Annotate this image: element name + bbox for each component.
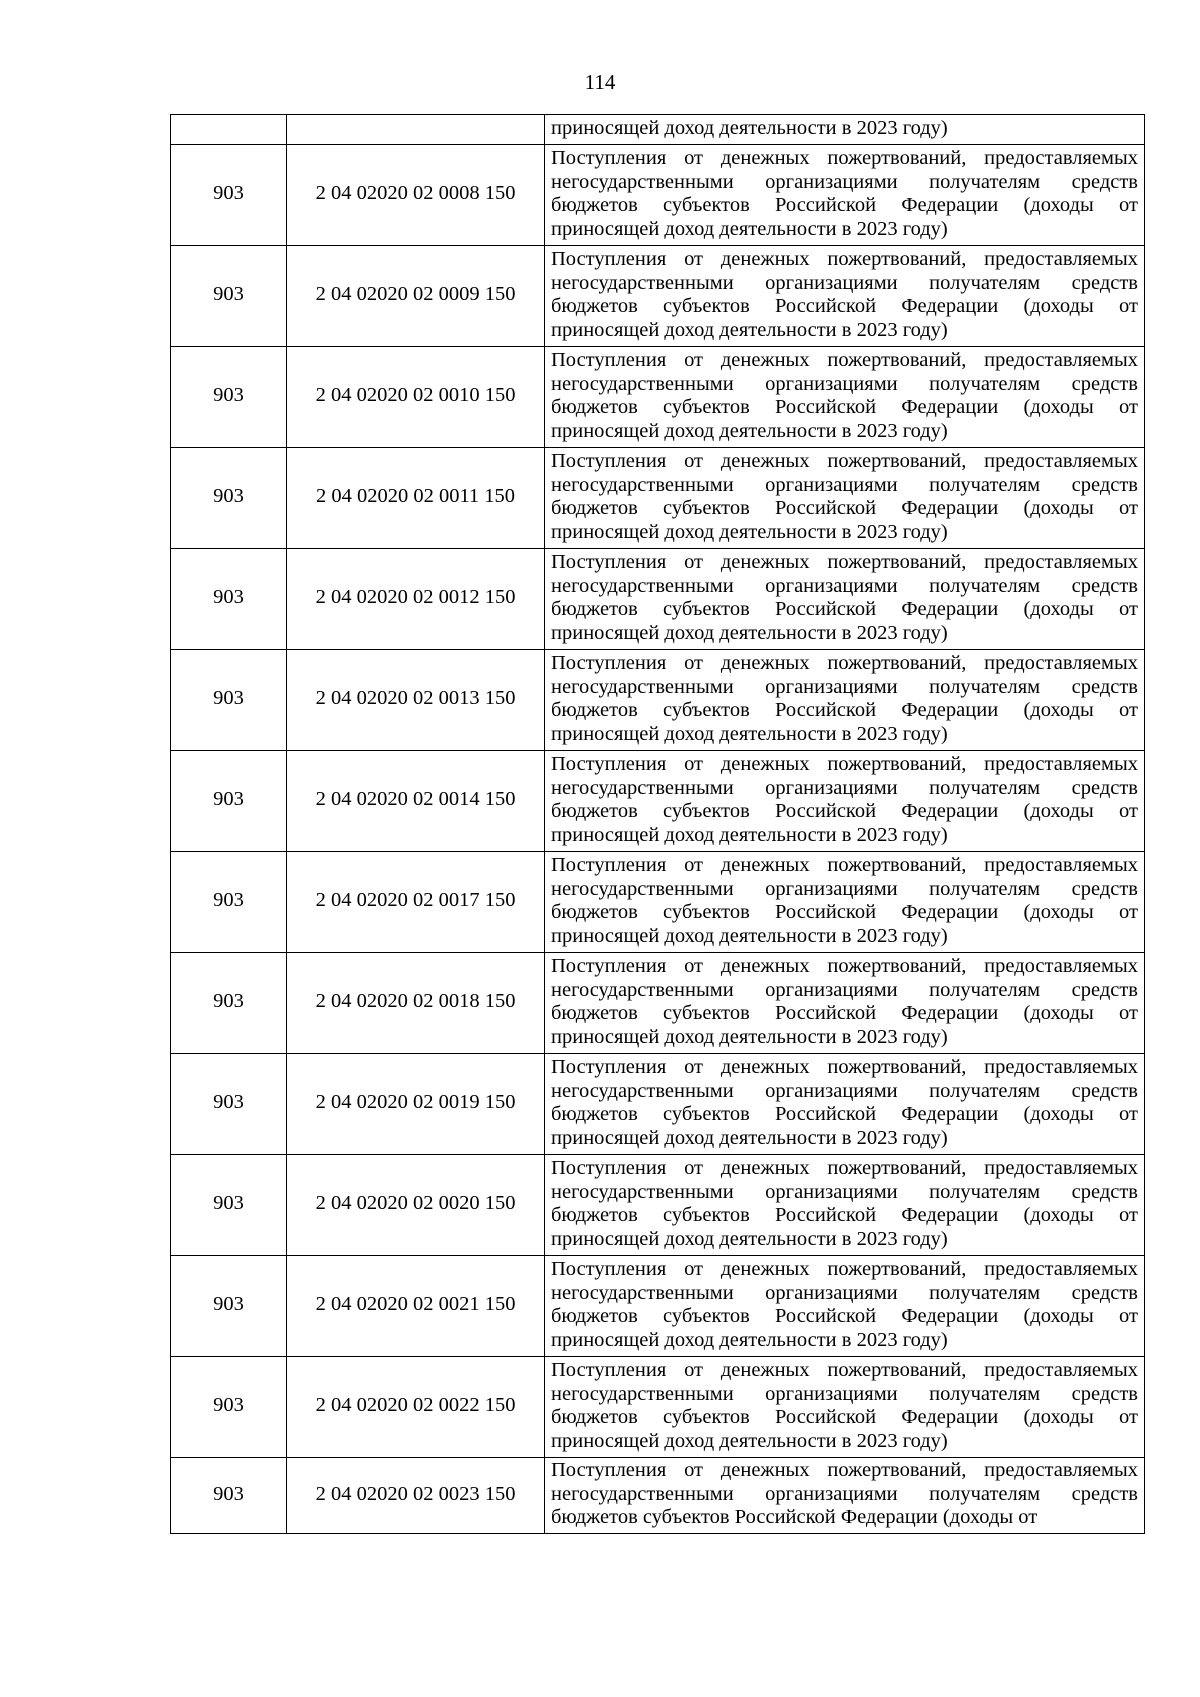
classification-code-cell: 2 04 02020 02 0012 150 [287, 549, 545, 650]
admin-code-cell: 903 [171, 145, 287, 246]
classification-code-cell: 2 04 02020 02 0009 150 [287, 246, 545, 347]
description-cell: Поступления от денежных пожертвований, предоставляемых негосударственными организациями получателям средств бюджетов субъектов Российской Федерации (доходы от приносящей доход деятельности в 2023 году) [545, 549, 1145, 650]
page-number: 114 [584, 70, 616, 94]
table-body [171, 115, 1145, 1534]
description-cell: Поступления от денежных пожертвований, предоставляемых негосударственными организациями получателям средств бюджетов субъектов Российской Федерации (доходы от приносящей доход деятельности в 2023 году) [545, 1054, 1145, 1155]
classification-code-cell: 2 04 02020 02 0019 150 [287, 1054, 545, 1155]
admin-code-cell: 903 [171, 1458, 287, 1534]
admin-code-cell: 903 [171, 751, 287, 852]
table-row [171, 650, 1145, 751]
table-row [171, 953, 1145, 1054]
table-row [171, 852, 1145, 953]
classification-code-cell: 2 04 02020 02 0011 150 [287, 448, 545, 549]
description-cell: Поступления от денежных пожертвований, предоставляемых негосударственными организациями получателям средств бюджетов субъектов Российской Федерации (доходы от приносящей доход деятельности в 2023 году) [545, 953, 1145, 1054]
classification-code-cell: 2 04 02020 02 0014 150 [287, 751, 545, 852]
description-cell: Поступления от денежных пожертвований, предоставляемых негосударственными организациями получателям средств бюджетов субъектов Российской Федерации (доходы от приносящей доход деятельности в 2023 году) [545, 650, 1145, 751]
description-cell: Поступления от денежных пожертвований, предоставляемых негосударственными организациями получателям средств бюджетов субъектов Российской Федерации (доходы от [545, 1458, 1145, 1534]
classification-code-cell: 2 04 02020 02 0008 150 [287, 145, 545, 246]
classification-code-cell: 2 04 02020 02 0023 150 [287, 1458, 545, 1534]
admin-code-cell: 903 [171, 1155, 287, 1256]
admin-code-cell: 903 [171, 953, 287, 1054]
classification-code-cell: 2 04 02020 02 0021 150 [287, 1256, 545, 1357]
admin-code-cell: 903 [171, 1256, 287, 1357]
description-cell: Поступления от денежных пожертвований, предоставляемых негосударственными организациями получателям средств бюджетов субъектов Российской Федерации (доходы от приносящей доход деятельности в 2023 году) [545, 852, 1145, 953]
classification-code-cell: 2 04 02020 02 0022 150 [287, 1357, 545, 1458]
table-row [171, 1256, 1145, 1357]
table-row [171, 1357, 1145, 1458]
description-cell: Поступления от денежных пожертвований, предоставляемых негосударственными организациями получателям средств бюджетов субъектов Российской Федерации (доходы от приносящей доход деятельности в 2023 году) [545, 1256, 1145, 1357]
classification-code-cell: 2 04 02020 02 0020 150 [287, 1155, 545, 1256]
table-row [171, 448, 1145, 549]
table-row [171, 246, 1145, 347]
budget-revenue-table [170, 114, 1145, 1534]
classification-code-cell: 2 04 02020 02 0010 150 [287, 347, 545, 448]
classification-code-cell: 2 04 02020 02 0017 150 [287, 852, 545, 953]
admin-code-cell: 903 [171, 852, 287, 953]
table-row [171, 347, 1145, 448]
classification-code-cell: 2 04 02020 02 0013 150 [287, 650, 545, 751]
admin-code-cell [171, 115, 287, 145]
description-cell: Поступления от денежных пожертвований, предоставляемых негосударственными организациями получателям средств бюджетов субъектов Российской Федерации (доходы от приносящей доход деятельности в 2023 году) [545, 751, 1145, 852]
description-cell: Поступления от денежных пожертвований, предоставляемых негосударственными организациями получателям средств бюджетов субъектов Российской Федерации (доходы от приносящей доход деятельности в 2023 году) [545, 448, 1145, 549]
table-row [171, 1054, 1145, 1155]
description-cell: Поступления от денежных пожертвований, предоставляемых негосударственными организациями получателям средств бюджетов субъектов Российской Федерации (доходы от приносящей доход деятельности в 2023 году) [545, 1357, 1145, 1458]
admin-code-cell: 903 [171, 549, 287, 650]
description-cell: приносящей доход деятельности в 2023 году) [545, 115, 1145, 145]
table-row [171, 549, 1145, 650]
table-row [171, 1155, 1145, 1256]
table-row [171, 145, 1145, 246]
description-cell: Поступления от денежных пожертвований, предоставляемых негосударственными организациями получателям средств бюджетов субъектов Российской Федерации (доходы от приносящей доход деятельности в 2023 году) [545, 1155, 1145, 1256]
admin-code-cell: 903 [171, 1357, 287, 1458]
description-cell: Поступления от денежных пожертвований, предоставляемых негосударственными организациями получателям средств бюджетов субъектов Российской Федерации (доходы от приносящей доход деятельности в 2023 году) [545, 246, 1145, 347]
description-cell: Поступления от денежных пожертвований, предоставляемых негосударственными организациями получателям средств бюджетов субъектов Российской Федерации (доходы от приносящей доход деятельности в 2023 году) [545, 145, 1145, 246]
admin-code-cell: 903 [171, 347, 287, 448]
admin-code-cell: 903 [171, 650, 287, 751]
table-row [171, 751, 1145, 852]
admin-code-cell: 903 [171, 1054, 287, 1155]
classification-code-cell [287, 115, 545, 145]
admin-code-cell: 903 [171, 246, 287, 347]
classification-code-cell: 2 04 02020 02 0018 150 [287, 953, 545, 1054]
admin-code-cell: 903 [171, 448, 287, 549]
description-cell: Поступления от денежных пожертвований, предоставляемых негосударственными организациями получателям средств бюджетов субъектов Российской Федерации (доходы от приносящей доход деятельности в 2023 году) [545, 347, 1145, 448]
table-row [171, 1458, 1145, 1534]
table-row-continuation [171, 115, 1145, 145]
